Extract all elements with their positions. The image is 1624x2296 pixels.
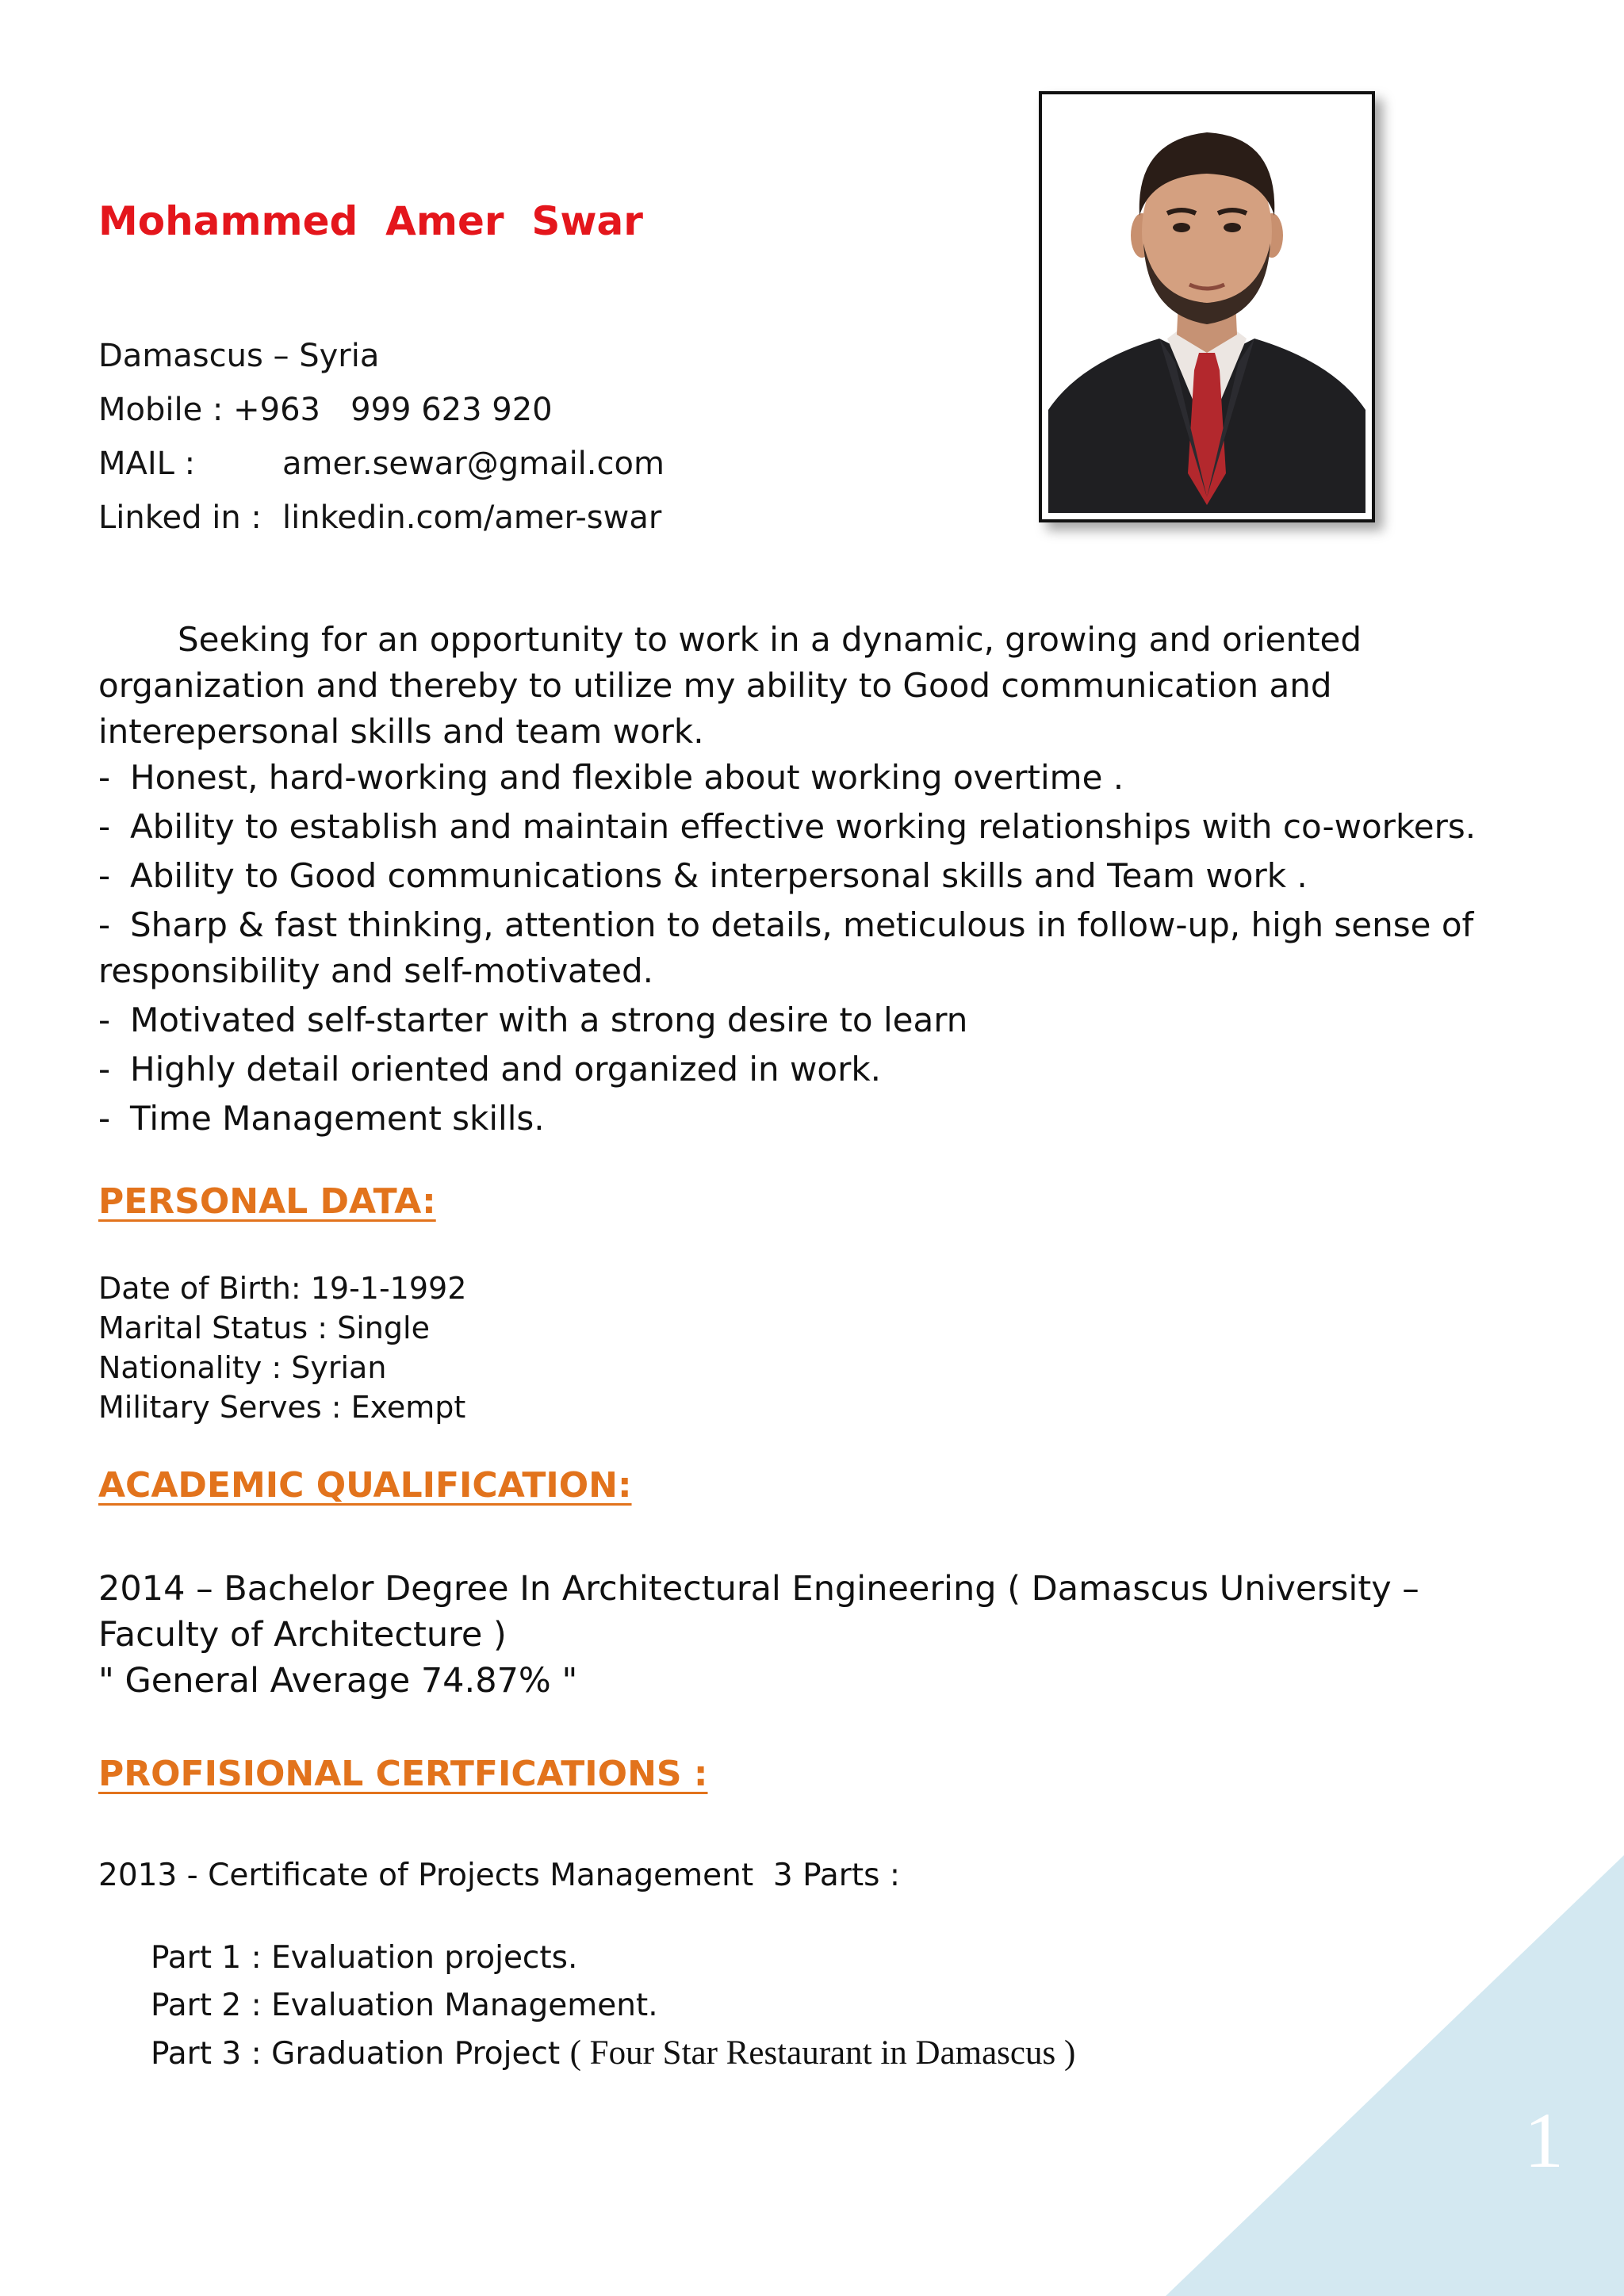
list-item: - Honest, hard-working and flexible about working overtime . — [98, 758, 1124, 797]
academic-block — [98, 1566, 1526, 1704]
objective-intro: Seeking for an opportunity to work in a dynamic, growing and oriented organization and thereby to utilize my ability to Good communication and interepersonal skills and team work. — [98, 620, 1362, 751]
mail-line — [98, 437, 665, 491]
mobile-line: Mobile : +963 999 623 920 — [98, 392, 553, 428]
list-item: - Sharp & fast thinking, attention to details, meticulous in follow-up, high sense of responsibility and self-motivated. — [98, 905, 1474, 990]
candidate-name: Mohammed Amer Swar — [98, 198, 643, 244]
linkedin-label: Linked in : — [98, 499, 262, 536]
date-of-birth: Date of Birth: 19-1-1992 — [98, 1271, 467, 1306]
list-item: - Ability to establish and maintain effective working relationships with co-workers. — [98, 807, 1477, 846]
list-item: - Time Management skills. — [98, 1099, 545, 1138]
certificate-part-1: Part 1 : Evaluation projects. — [151, 1940, 578, 1976]
mail-value[interactable]: amer.sewar@gmail.com — [282, 446, 665, 482]
certificate-parts — [151, 1934, 1075, 2078]
objective-summary — [98, 617, 1526, 1145]
list-item: - Motivated self-starter with a strong desire to learn — [98, 1001, 968, 1039]
list-item: - Ability to Good communications & interpersonal skills and Team work . — [98, 856, 1308, 895]
profile-photo — [1039, 91, 1375, 522]
certificate-main: 2013 - Certificate of Projects Management 3 Parts : — [98, 1858, 900, 1893]
linkedin-value[interactable]: linkedin.com/amer-swar — [282, 499, 662, 536]
part-3-label: Part 3 : Graduation Project — [151, 2036, 570, 2072]
list-item: - Highly detail oriented and organized in work. — [98, 1050, 882, 1089]
linkedin-line — [98, 491, 665, 545]
academic-heading: ACADEMIC QUALIFICATION: — [98, 1465, 632, 1506]
location-line: Damascus – Syria — [98, 338, 380, 374]
certifications-heading: PROFISIONAL CERTFICATIONS : — [98, 1754, 708, 1794]
personal-data-block — [98, 1269, 466, 1427]
general-average: " General Average 74.87% " — [98, 1661, 578, 1701]
mail-label: MAIL : — [98, 446, 196, 482]
degree-line: 2014 – Bachelor Degree In Architectural Engineering ( Damascus University – Faculty of Architecture ) — [98, 1569, 1431, 1655]
personal-data-heading: PERSONAL DATA: — [98, 1181, 436, 1222]
portrait-image — [1048, 101, 1365, 513]
page-number: 1 — [1524, 2096, 1564, 2184]
marital-status: Marital Status : Single — [98, 1311, 430, 1345]
part-3-detail: ( Four Star Restaurant in Damascus ) — [569, 2034, 1076, 2072]
certificate-part-2: Part 2 : Evaluation Management. — [151, 1988, 658, 2023]
contact-block — [98, 329, 665, 545]
nationality: Nationality : Syrian — [98, 1350, 387, 1385]
strengths-list — [98, 755, 1526, 1142]
military-service: Military Serves : Exempt — [98, 1390, 466, 1425]
certificate-part-3 — [151, 2030, 1075, 2078]
